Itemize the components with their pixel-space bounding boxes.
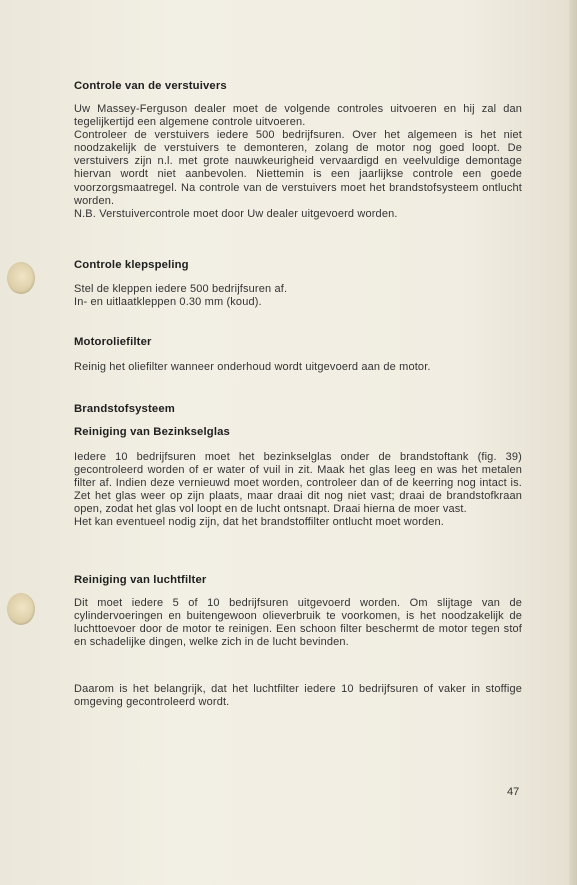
section-heading: Brandstofsysteem [74,403,175,415]
section-heading: Motoroliefilter [74,336,152,348]
paragraph: Daarom is het belangrijk, dat het luchtfilter iedere 10 bedrijfsuren of vaker in stoffige omgeving gecontroleerd wordt. [74,683,522,709]
page-number: 47 [507,786,520,798]
paragraph: Het kan eventueel nodig zijn, dat het brandstoffilter ontlucht moet worden. [74,516,444,529]
bezinkselglas-body [74,451,522,530]
paragraph: Controleer de verstuivers iedere 500 bedrijfsuren. Over het algemeen is het niet noodzakelijk de verstuivers te demonteren, zolang de motor nog goed loopt. De verstuivers zijn n.l. met grote nauwkeurigheid vervaardigd en veelvuldige demontage hiervan wordt niet aanbevolen. Niettemin is een jaarlijkse controle een goede voorzorgsmaatregel. Na controle van de verstuivers moet het brandstofsysteem ontlucht worden. [74,129,522,207]
luchtfilter-body-2 [74,683,522,709]
section-heading: Controle van de verstuivers [74,80,227,92]
klepspeling-body [74,283,522,309]
section-bezinkselglas [74,425,522,439]
paragraph: In- en uitlaatkleppen 0.30 mm (koud). [74,296,262,309]
punch-hole [7,262,35,294]
paragraph: N.B. Verstuivercontrole moet door Uw dealer uitgevoerd worden. [74,207,398,220]
luchtfilter-body [74,597,522,649]
paragraph: Stel de kleppen iedere 500 bedrijfsuren af. [74,283,288,295]
section-oliefilter [74,335,522,349]
section-heading: Controle klepspeling [74,259,189,271]
paragraph: Uw Massey-Ferguson dealer moet de volgende controles uitvoeren en hij zal dan tegelijkertijd een algemene controle uitvoeren. [74,103,522,129]
section-brandstofsysteem [74,402,522,416]
section-klepspeling [74,258,522,272]
paragraph: Reinig het oliefilter wanneer onderhoud wordt uitgevoerd aan de motor. [74,361,431,373]
paragraph: Dit moet iedere 5 of 10 bedrijfsuren uitgevoerd worden. Om slijtage van de cylindervoeringen en buitengewoon olieverbruik te voorkomen, is het noodzakelijk de luchttoevoer door de motor te reinigen. Een schoon filter beschermt de motor tegen stof en schadelijke dingen, welke zich in de lucht bevinden. [74,597,522,649]
oliefilter-body [74,361,522,374]
verstuivers-body [74,103,522,221]
paragraph: Iedere 10 bedrijfsuren moet het bezinkselglas onder de brandstoftank (fig. 39) gecontroleerd worden of er water of vuil in zit. Maak het glas leeg en was het metalen filter af. Indien deze vernieuwd moet worden, controleer dan of de keerring nog intact is. Zet het glas weer op zijn plaats, maar draai dit nog niet vast; draai de brandstofkraan open, zodat het glas vol loopt en de lucht ontsnapt. Draai hierna de moer vast. [74,451,522,516]
section-verstuivers [74,79,522,93]
page-edge [569,0,577,885]
section-luchtfilter [74,573,522,587]
section-heading: Reiniging van luchtfilter [74,574,207,586]
punch-hole [7,593,35,625]
section-heading: Reiniging van Bezinkselglas [74,426,230,438]
